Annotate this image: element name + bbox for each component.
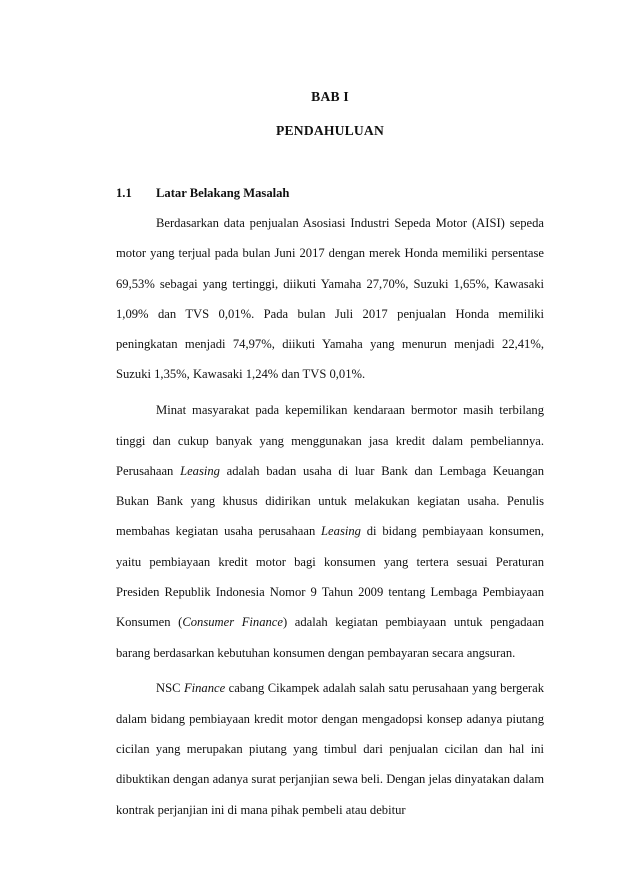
paragraph-2 (116, 395, 544, 668)
text-segment: adalah badan usaha di luar Bank dan Lembaga Keuangan Bukan Bank yang khusus didirikan untuk melakukan kegiatan usaha. Penulis membahas kegiatan usaha perusahaan (116, 463, 544, 539)
section-title: Latar Belakang Masalah (156, 186, 290, 200)
italic-term: Leasing (321, 524, 361, 539)
chapter-title: PENDAHULUAN (276, 123, 384, 138)
section-heading (116, 186, 289, 201)
section-number: 1.1 (116, 186, 132, 200)
text-segment: cabang Cikampek adalah salah satu perusahaan yang bergerak dalam bidang pembiayaan kredit motor dengan mengadopsi konsep adanya piutang cicilan yang merupakan piutang yang timbul dari penjualan cicilan dan hal ini dibuktikan dengan adanya surat perjanjian sewa beli. Dengan jelas dinyatakan dalam kontrak perjanjian ini di mana pihak pembeli atau debitur (116, 681, 545, 817)
italic-term: Finance (183, 681, 226, 696)
italic-term: Consumer Finance (182, 615, 283, 630)
text-segment: Minat masyarakat pada kepemilikan kendaraan bermotor masih terbilang tinggi dan cukup banyak yang menggunakan jasa kredit dalam pembeliannya. Perusahaan (116, 403, 544, 478)
text-segment: NSC (156, 681, 184, 696)
text-segment: ) adalah kegiatan pembiayaan untuk pengadaan barang berdasarkan kebutuhan konsumen dengan pembayaran secara angsuran. (116, 615, 544, 660)
paragraph-1: Berdasarkan data penjualan Asosiasi Industri Sepeda Motor (AISI) sepeda motor yang terjual pada bulan Juni 2017 dengan merek Honda memiliki persentase 69,53% sebagai yang tertinggi, diikuti Yamaha 27,70%, Suzuki 1,65%, Kawasaki 1,09% dan TVS 0,01%. Pada bulan Juli 2017 penjualan Honda memiliki peningkatan menjadi 74,97%, diikuti Yamaha yang menurun menjadi 22,41%, Suzuki 1,35%, Kawasaki 1,24% dan TVS 0,01%. (116, 216, 544, 382)
paragraph-3 (116, 673, 544, 824)
chapter-number: BAB I (311, 89, 349, 104)
body-text (116, 208, 544, 830)
italic-term: Leasing (180, 463, 220, 478)
text-segment: di bidang pembiayaan konsumen, yaitu pembiayaan kredit motor bagi konsumen yang tertera sesuai Peraturan Presiden Republik Indonesia Nomor 9 Tahun 2009 tentang Lembaga Pembiayaan Konsumen ( (116, 524, 544, 630)
